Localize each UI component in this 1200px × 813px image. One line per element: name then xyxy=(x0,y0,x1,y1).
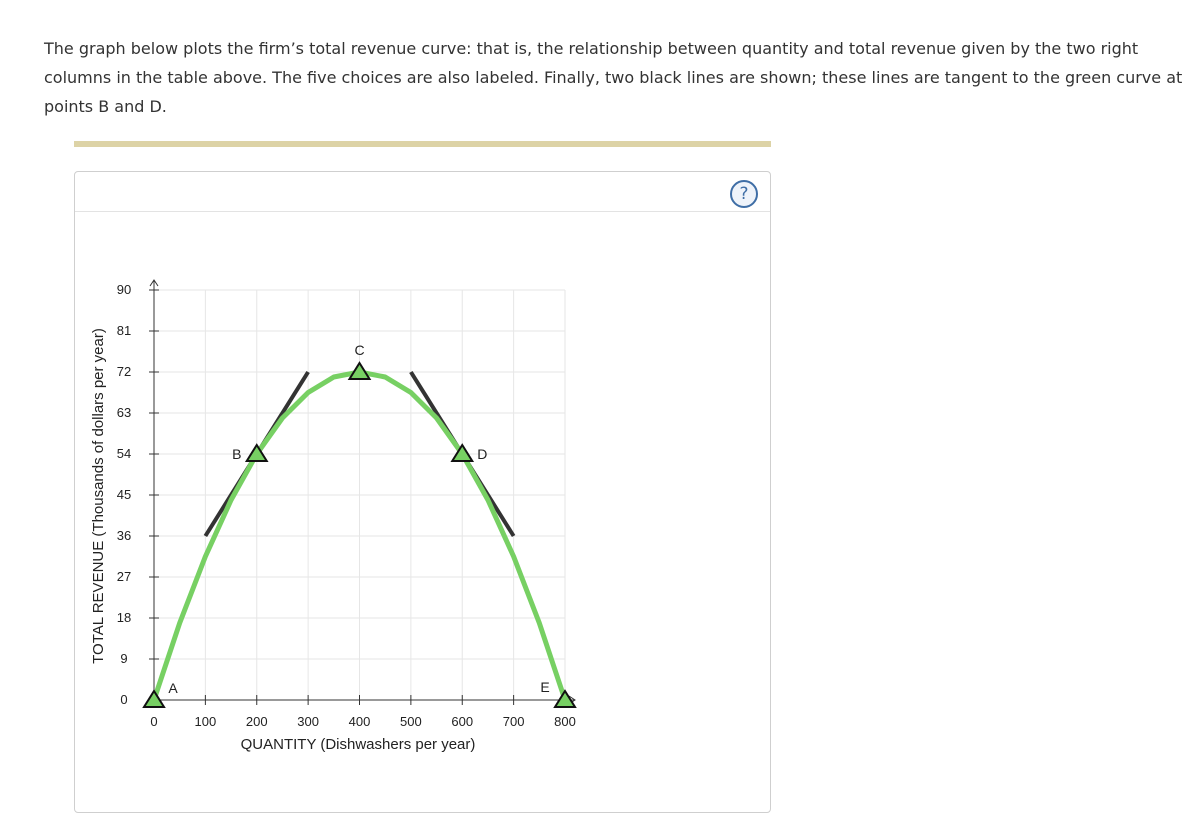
x-tick-label: 800 xyxy=(554,714,576,729)
point-label-a: A xyxy=(168,680,178,696)
x-axis-title: QUANTITY (Dishwashers per year) xyxy=(240,736,476,753)
point-marker-a xyxy=(144,691,164,707)
point-label-d: D xyxy=(477,446,488,462)
x-tick-label: 200 xyxy=(245,714,268,729)
tick-labels xyxy=(117,282,576,729)
y-tick-label: 54 xyxy=(116,446,132,461)
y-tick-label: 63 xyxy=(116,405,132,420)
point-label-e: E xyxy=(540,679,550,695)
y-tick-label: 27 xyxy=(116,569,132,584)
x-tick-label: 700 xyxy=(502,714,525,729)
point-marker-e xyxy=(555,691,575,707)
y-tick-label: 9 xyxy=(120,651,128,666)
x-tick-label: 300 xyxy=(297,714,319,729)
y-tick-label: 18 xyxy=(116,610,132,625)
x-tick-label: 600 xyxy=(451,714,474,729)
y-tick-label: 0 xyxy=(120,692,128,707)
x-tick-label: 0 xyxy=(150,714,158,729)
y-tick-label: 45 xyxy=(116,487,132,502)
y-tick-label: 36 xyxy=(116,528,132,543)
y-tick-label: 90 xyxy=(116,282,132,297)
y-tick-label: 72 xyxy=(116,364,132,379)
x-tick-label: 400 xyxy=(348,714,371,729)
question-mark-icon[interactable]: ? xyxy=(730,180,758,208)
intro-paragraph: The graph below plots the firm’s total revenue curve: that is, the relationship between quantity and total revenue given by the two right columns in the table above. The five choices are also labeled. Finally, two black lines are shown; these lines are tangent to the green curve at points B and D. xyxy=(44,39,1183,116)
y-tick-label: 81 xyxy=(116,323,132,338)
x-tick-label: 100 xyxy=(194,714,217,729)
point-label-c: C xyxy=(354,342,365,358)
y-axis-title: TOTAL REVENUE (Thousands of dollars per year) xyxy=(90,328,107,664)
x-tick-label: 500 xyxy=(400,714,422,729)
point-label-b: B xyxy=(232,446,242,462)
